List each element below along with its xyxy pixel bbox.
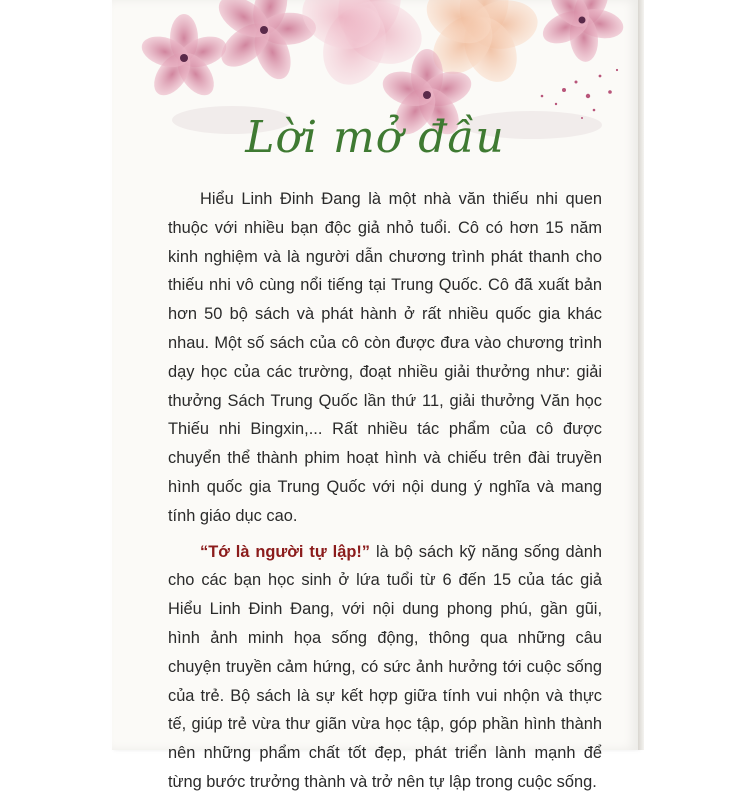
page-title: Lời mở đầu [245,112,505,163]
page-edge [638,0,644,750]
flower-mid-left [212,0,317,84]
preface-body [168,185,602,797]
watercolor-flowers [112,0,638,200]
flower-left [138,14,230,102]
paragraph-1: Hiểu Linh Đinh Đang là một nhà văn thiếu nhi quen thuộc với nhiều bạn độc giả nhỏ tuổi. Cô có hơn 15 năm kinh nghiệm và là người dẫn chương trình phát thanh cho thiếu nhi vô cùng nổi tiếng tại Trung Quốc. Cô đã xuất bản hơn 50 bộ sách và phát hành ở rất nhiều quốc gia khác nhau. Một số sách của cô còn được đưa vào chương trình dạy học của các trường, đoạt nhiều giải thưởng như: giải thưởng Sách Trung Quốc lần thứ 11, giải thưởng Văn học Thiếu nhi Bingxin,... Rất nhiều tác phẩm của cô được chuyển thể thành phim hoạt hình và chiếu trên đài truyền hình quốc gia Trung Quốc với nội dung ý nghĩa và mang tính giáo dục cao. [168,190,602,525]
paragraph-2 [168,538,602,797]
flower-right [538,0,626,63]
book-title-highlight: “Tớ là người tự lập!” [200,542,371,561]
paragraph-2-text: là bộ sách kỹ năng sống dành cho các bạn học sinh ở lứa tuổi từ 6 đến 15 của tác giả Hiểu Linh Đinh Đang, với nội dung phong phú, gần gũi, hình ảnh minh họa sống động, thông qua những câu chuyện truyền cảm hứng, có sức ảnh hưởng tới cuộc sống của trẻ. Bộ sách là sự kết hợp giữa tính vui nhộn và thực tế, giúp trẻ vừa thư giãn vừa học tập, góp phần hình thành nên những phẩm chất tốt đẹp, phát triển lành mạnh để từng bước trưởng thành và trở nên tự lập trong cuộc sống. [168,542,602,791]
